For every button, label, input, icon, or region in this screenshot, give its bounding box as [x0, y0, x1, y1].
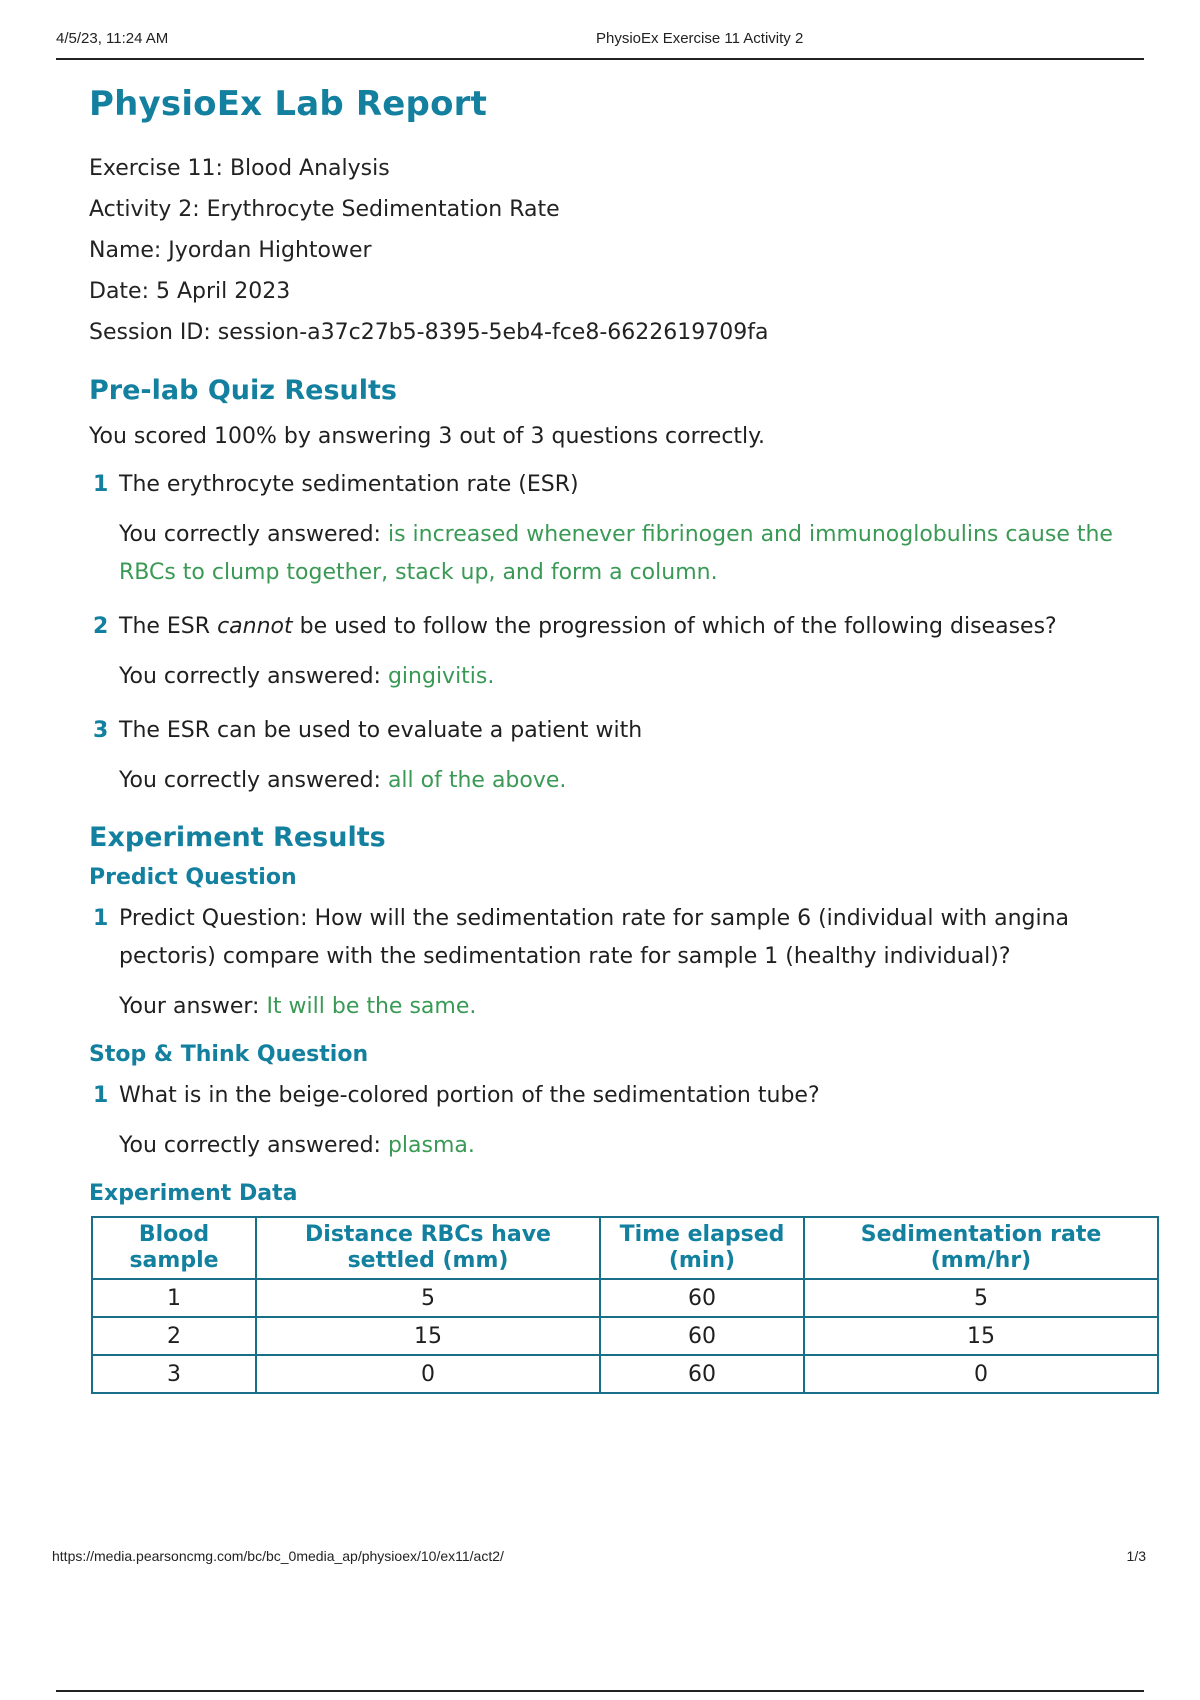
table-cell: 2	[92, 1317, 256, 1355]
question-text: The ESR can be used to evaluate a patient with	[119, 718, 643, 743]
footer-url: https://media.pearsoncmg.com/bc/bc_0media_ap/physioex/10/ex11/act2/	[52, 1548, 504, 1564]
column-header: Sedimentation rate (mm/hr)	[804, 1217, 1158, 1279]
answer-prefix: Your answer:	[119, 994, 267, 1019]
stop-think-answer	[89, 1127, 1139, 1165]
experiment-data-heading: Experiment Data	[89, 1181, 298, 1206]
table-cell: 60	[600, 1279, 804, 1317]
column-header: Time elapsed (min)	[600, 1217, 804, 1279]
prelab-answer-1	[89, 516, 1139, 592]
question-text-after: be used to follow the progression of which of the following diseases?	[292, 614, 1057, 639]
answer-prefix: You correctly answered:	[119, 1133, 388, 1158]
answer-prefix: You correctly answered:	[119, 664, 388, 689]
question-number: 1	[93, 906, 109, 931]
print-footer	[52, 1548, 1146, 1564]
table-cell: 0	[256, 1355, 600, 1393]
table-row	[92, 1355, 1158, 1393]
question-number: 3	[93, 718, 109, 743]
question-text-emphasis: cannot	[217, 614, 293, 639]
table-cell: 3	[92, 1355, 256, 1393]
answer-text: is increased whenever fibrinogen and immunoglobulins cause the RBCs to clump together, stack up, and form a column.	[119, 522, 1113, 585]
print-date: 4/5/23, 11:24 AM	[56, 30, 169, 47]
question-text: The erythrocyte sedimentation rate (ESR)	[119, 472, 579, 497]
answer-prefix: You correctly answered:	[119, 522, 388, 547]
table-cell: 5	[256, 1279, 600, 1317]
answer-text: gingivitis.	[387, 664, 495, 689]
bottom-divider	[56, 1690, 1144, 1692]
table-cell: 5	[804, 1279, 1158, 1317]
page-number: 1/3	[1126, 1548, 1146, 1564]
prelab-question-1	[89, 466, 1139, 504]
prelab-heading: Pre-lab Quiz Results	[89, 375, 397, 406]
report-title: PhysioEx Lab Report	[89, 84, 488, 124]
predict-heading: Predict Question	[89, 865, 297, 890]
prelab-question-3	[89, 712, 1139, 750]
predict-answer	[89, 988, 1139, 1026]
question-text: Predict Question: How will the sedimentation rate for sample 6 (individual with angina pectoris) compare with the sedimentation rate for sample 1 (healthy individual)?	[119, 906, 1070, 969]
table-cell: 15	[804, 1317, 1158, 1355]
column-header: Blood sample	[92, 1217, 256, 1279]
prelab-answer-3	[89, 762, 1139, 800]
table-cell: 1	[92, 1279, 256, 1317]
table-cell: 60	[600, 1355, 804, 1393]
experiment-data-table	[91, 1216, 1159, 1394]
table-row	[92, 1279, 1158, 1317]
meta-session-id: Session ID: session-a37c27b5-8395-5eb4-fce8-6622619709fa	[89, 320, 769, 345]
experiment-heading: Experiment Results	[89, 822, 386, 853]
prelab-question-2	[89, 608, 1139, 646]
meta-activity: Activity 2: Erythrocyte Sedimentation Rate	[89, 197, 560, 222]
meta-date: Date: 5 April 2023	[89, 279, 291, 304]
answer-text: all of the above.	[387, 768, 567, 793]
table-cell: 0	[804, 1355, 1158, 1393]
prelab-answer-2	[89, 658, 1139, 696]
answer-prefix: You correctly answered:	[119, 768, 388, 793]
question-number: 2	[93, 614, 109, 639]
prelab-score: You scored 100% by answering 3 out of 3 questions correctly.	[89, 424, 766, 449]
table-header-row	[92, 1217, 1158, 1279]
column-header: Distance RBCs have settled (mm)	[256, 1217, 600, 1279]
meta-name: Name: Jyordan Hightower	[89, 238, 372, 263]
answer-text: plasma.	[387, 1133, 475, 1158]
table-row	[92, 1317, 1158, 1355]
stop-think-heading: Stop & Think Question	[89, 1042, 369, 1067]
predict-question	[89, 900, 1139, 976]
meta-exercise: Exercise 11: Blood Analysis	[89, 156, 390, 181]
question-number: 1	[93, 472, 109, 497]
print-header	[56, 28, 1144, 60]
report-content	[89, 84, 1139, 1394]
print-title: PhysioEx Exercise 11 Activity 2	[596, 30, 804, 47]
question-text: What is in the beige-colored portion of the sedimentation tube?	[119, 1083, 820, 1108]
stop-think-question	[89, 1077, 1139, 1115]
report-meta	[89, 148, 1139, 353]
table-cell: 60	[600, 1317, 804, 1355]
answer-text: It will be the same.	[266, 994, 477, 1019]
question-text-before: The ESR	[119, 614, 218, 639]
question-number: 1	[93, 1083, 109, 1108]
table-cell: 15	[256, 1317, 600, 1355]
